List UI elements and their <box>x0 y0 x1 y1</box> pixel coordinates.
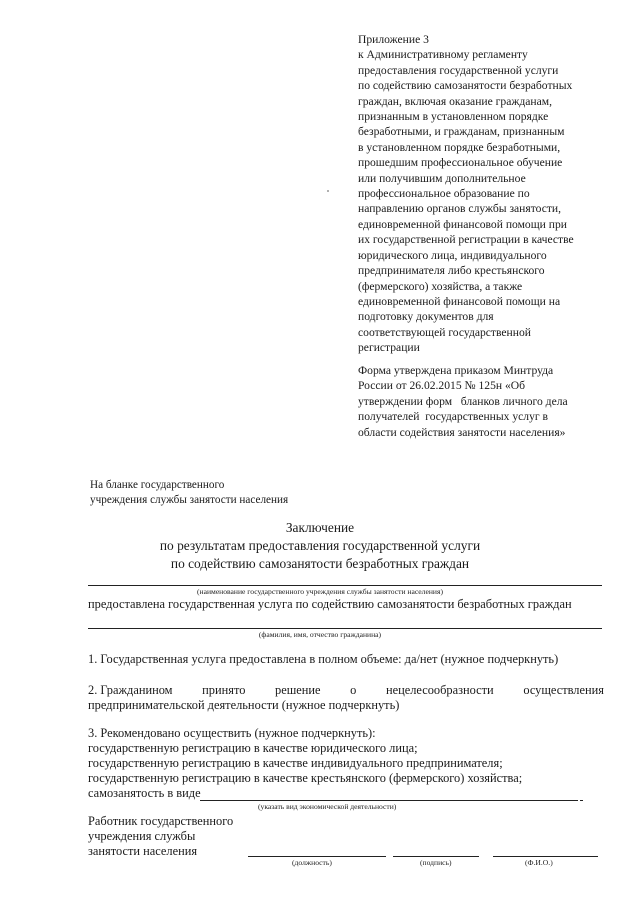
institution-fill-line[interactable] <box>88 585 602 586</box>
service-provided-text: предоставлена государственная услуга по содействию самозанятости безработных граждан <box>88 597 572 611</box>
item-2-line-2: предпринимательской деятельности (нужное подчеркнуть) <box>88 698 400 712</box>
signer-line: занятости населения <box>88 844 198 858</box>
item-2-word: о <box>350 683 357 697</box>
title-subheading: по результатам предоставления государственной услуги <box>159 538 481 553</box>
item-3-option-self-employment: самозанятость в виде <box>88 786 201 800</box>
form-note-line: утверждении форм бланков личного дела <box>358 394 568 408</box>
item-2-word: принято <box>202 683 246 697</box>
item-3-option-legal-entity: государственную регистрацию в качестве юридического лица; <box>88 741 418 755</box>
title-heading: Заключение <box>285 520 355 535</box>
appendix-line: подготовку документов для <box>358 310 494 324</box>
appendix-line: прошедшим профессиональное обучение <box>358 156 563 170</box>
appendix-line: безработными, и гражданам, признанным <box>358 125 565 139</box>
citizen-caption: (фамилия, имя, отчество гражданина) <box>258 630 382 639</box>
title-subheading: по содействию самозанятости безработных граждан <box>170 556 470 571</box>
activity-caption: (указать вид экономической деятельности) <box>258 802 397 811</box>
appendix-line: единовременной финансовой помощи на <box>358 294 561 308</box>
item-3-option-entrepreneur: государственную регистрацию в качестве индивидуального предпринимателя; <box>88 756 503 770</box>
scan-dot <box>327 190 329 192</box>
appendix-line: признанным в установленном порядке <box>358 110 549 124</box>
position-caption: (должность) <box>292 858 332 867</box>
form-note-line: России от 26.02.2015 № 125н «Об <box>358 379 526 393</box>
item-2-word: осуществления <box>523 683 604 697</box>
appendix-line: регистрации <box>358 341 420 355</box>
appendix-line: предоставления государственной услуги <box>358 63 559 77</box>
item-1-text: 1. Государственная услуга предоставлена в полном объеме: да/нет (нужное подчеркнуть) <box>88 652 559 666</box>
fio-caption: (Ф.И.О.) <box>525 858 553 867</box>
item-2-line-1 <box>88 683 604 698</box>
appendix-line: юридического лица, индивидуального <box>358 248 547 262</box>
form-note-line: Форма утверждена приказом Минтруда <box>358 364 554 377</box>
appendix-line: по содействию самозанятости безработных <box>358 79 573 93</box>
institution-caption: (наименование государственного учреждения службы занятости населения) <box>196 587 443 596</box>
document-title <box>0 519 640 573</box>
activity-fill-line-end <box>580 800 583 801</box>
item-3-title: 3. Рекомендовано осуществить (нужное подчеркнуть): <box>88 726 376 740</box>
signature-caption: (подпись) <box>420 858 452 867</box>
appendix-line: соответствующей государственной <box>358 325 531 339</box>
letterhead-note <box>90 478 288 508</box>
appendix-line: (фермерского) хозяйства, а также <box>358 279 523 293</box>
signer-line: учреждения службы <box>88 829 196 843</box>
form-approval-note <box>358 363 608 440</box>
item-2-word: 2. Гражданином <box>88 683 173 697</box>
appendix-line: профессиональное образование по <box>358 187 530 201</box>
item-3-option-farm: государственную регистрацию в качестве крестьянского (фермерского) хозяйства; <box>88 771 523 785</box>
appendix-line: предпринимателя либо крестьянского <box>358 264 545 278</box>
appendix-line: Приложение 3 <box>358 33 429 46</box>
form-note-line: получателей государственных услуг в <box>358 410 549 424</box>
item-2-word: решение <box>275 683 321 697</box>
letterhead-line: На бланке государственного <box>90 479 225 491</box>
position-fill-line[interactable] <box>248 856 386 857</box>
appendix-line: в установленном порядке безработными, <box>358 140 561 154</box>
letterhead-line: учреждения службы занятости населения <box>90 494 289 506</box>
item-2-word: нецелесообразности <box>385 683 494 697</box>
appendix-header <box>358 32 608 356</box>
appendix-line: к Административному регламенту <box>358 48 528 62</box>
citizen-name-fill-line[interactable] <box>88 628 602 629</box>
form-note-line: области содействия занятости населения» <box>358 425 566 439</box>
signer-line: Работник государственного <box>88 814 234 828</box>
fio-fill-line[interactable] <box>493 856 598 857</box>
appendix-line: направлению органов службы занятости, <box>358 202 562 216</box>
appendix-line: или получившим дополнительное <box>358 171 526 185</box>
signature-fill-line[interactable] <box>393 856 479 857</box>
appendix-line: граждан, включая оказание гражданам, <box>358 94 552 108</box>
activity-fill-line[interactable] <box>200 800 578 801</box>
appendix-line: их государственной регистрации в качестве <box>358 233 574 247</box>
appendix-line: единовременной финансовой помощи при <box>358 217 567 231</box>
